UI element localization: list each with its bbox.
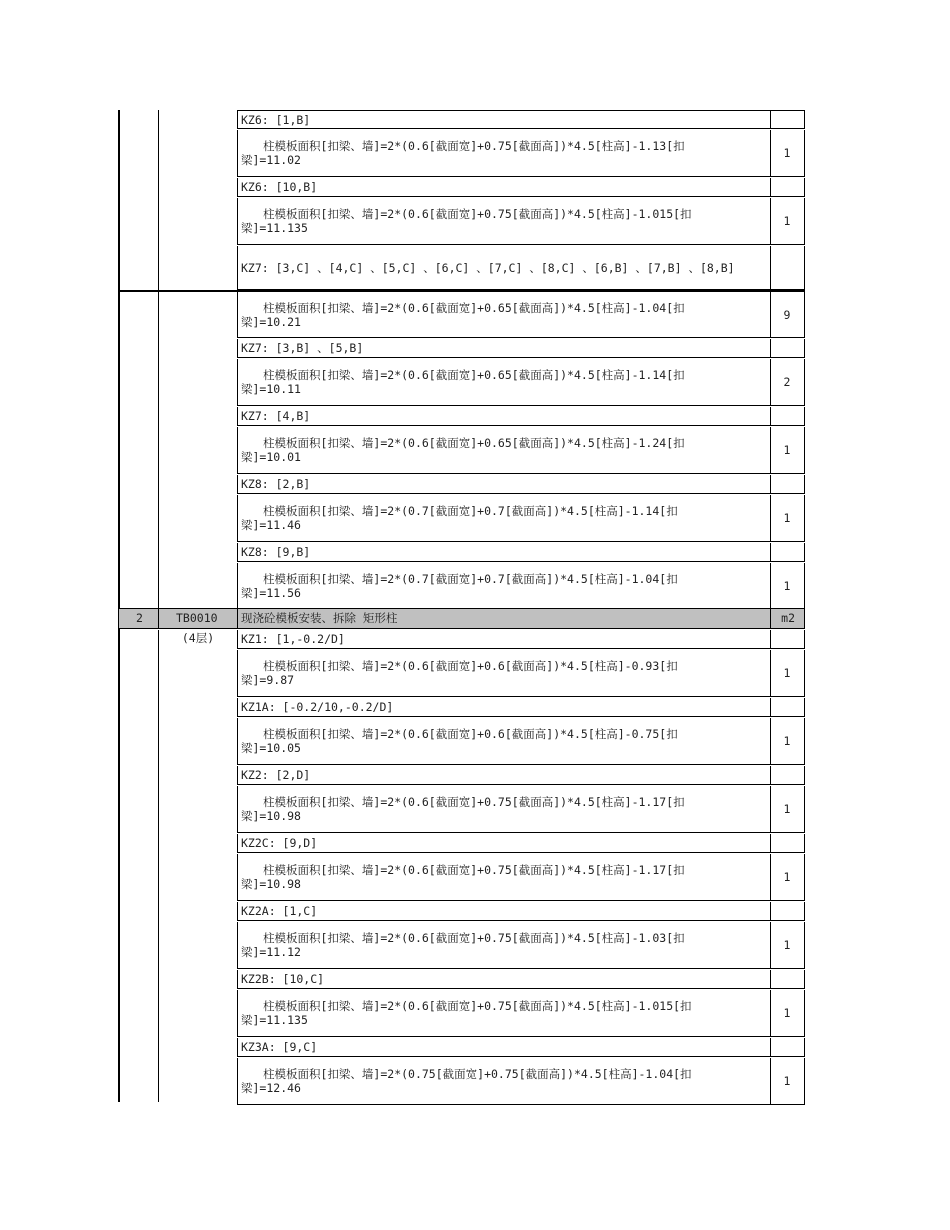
quantity-cell	[770, 630, 804, 648]
header-divider-line	[237, 608, 238, 629]
calculation-row	[237, 650, 805, 697]
formula-text	[238, 718, 771, 764]
location-text: KZ7: [4,B]	[238, 407, 771, 425]
formula-result: 梁]=11.135	[241, 221, 308, 235]
quantity-cell: 1	[783, 578, 791, 593]
formula-text	[238, 292, 771, 337]
location-row	[237, 902, 805, 921]
quantity-cell: 1	[783, 443, 791, 457]
calculation-row	[237, 854, 805, 901]
formula-result: 梁]=10.01	[241, 450, 301, 464]
formula-line: 柱模板面积[扣梁、墙]=2*(0.7[截面宽]+0.7[截面高])*4.5[柱高]-1.14[扣	[263, 504, 678, 518]
quantity-cell	[770, 834, 804, 852]
calculation-row	[237, 563, 805, 609]
location-row	[237, 834, 805, 853]
quantity-cell: 1	[783, 802, 791, 816]
formula-line: 柱模板面积[扣梁、墙]=2*(0.6[截面宽]+0.65[截面高])*4.5[柱高]-1.14[扣	[263, 368, 685, 382]
formula-result: 梁]=10.98	[241, 877, 301, 891]
formula-line: 柱模板面积[扣梁、墙]=2*(0.6[截面宽]+0.6[截面高])*4.5[柱高]-0.93[扣	[263, 659, 678, 673]
calculation-row	[237, 359, 805, 406]
item-name: 现浇砼模板安装、拆除 矩形柱	[241, 611, 398, 625]
quantity-cell	[770, 407, 804, 425]
location-text: KZ2A: [1,C]	[238, 902, 771, 920]
quantity-cell: 1	[783, 734, 791, 748]
calculation-row	[237, 990, 805, 1037]
location-text: KZ6: [1,B]	[238, 111, 771, 128]
location-row	[237, 339, 805, 358]
quantity-cell	[770, 766, 804, 784]
quantity-cell: 2	[783, 375, 791, 389]
quantity-cell: 1	[783, 214, 791, 228]
formula-result: 梁]=10.98	[241, 809, 301, 823]
location-text: KZ1: [1,-0.2/D]	[238, 630, 771, 648]
quantity-cell	[770, 111, 804, 128]
formula-result: 梁]=11.135	[241, 1013, 308, 1027]
formula-line: 柱模板面积[扣梁、墙]=2*(0.6[截面宽]+0.6[截面高])*4.5[柱高]-0.75[扣	[263, 727, 678, 741]
location-row	[237, 1038, 805, 1057]
location-row	[237, 475, 805, 494]
formula-line: 柱模板面积[扣梁、墙]=2*(0.75[截面宽]+0.75[截面高])*4.5[柱高]-1.04[扣	[263, 1067, 692, 1081]
formula-line: 柱模板面积[扣梁、墙]=2*(0.6[截面宽]+0.75[截面高])*4.5[柱高]-1.015[扣	[263, 207, 692, 221]
formula-text	[238, 495, 771, 541]
column-divider-line	[158, 292, 159, 608]
location-row	[237, 543, 805, 562]
location-row	[237, 246, 805, 290]
location-text: KZ3A: [9,C]	[238, 1038, 771, 1056]
formula-line: 柱模板面积[扣梁、墙]=2*(0.6[截面宽]+0.75[截面高])*4.5[柱高]-1.03[扣	[263, 931, 685, 945]
location-text: KZ8: [2,B]	[238, 475, 771, 493]
item-number: 2	[136, 611, 143, 625]
formula-line: 柱模板面积[扣梁、墙]=2*(0.6[截面宽]+0.75[截面高])*4.5[柱高]-1.17[扣	[263, 795, 685, 809]
formula-result: 梁]=11.02	[241, 153, 301, 167]
location-row	[237, 698, 805, 717]
quantity-cell	[770, 475, 804, 493]
header-divider-line	[770, 608, 771, 629]
location-row	[237, 110, 805, 129]
quantity-cell	[770, 902, 804, 920]
formula-result: 梁]=10.21	[241, 314, 301, 329]
item-code: TB0010	[176, 611, 218, 625]
quantity-cell	[770, 1038, 804, 1056]
location-row	[237, 630, 805, 649]
quantity-cell: 1	[783, 511, 791, 525]
calculation-row	[237, 495, 805, 542]
formula-line: 柱模板面积[扣梁、墙]=2*(0.6[截面宽]+0.65[截面高])*4.5[柱高]-1.04[扣	[263, 300, 685, 315]
quantity-cell: 9	[783, 307, 791, 322]
location-row	[237, 766, 805, 785]
column-divider-line	[158, 630, 159, 1102]
location-text: KZ2: [2,D]	[238, 766, 771, 784]
calculation-row	[237, 292, 805, 338]
formula-text	[238, 650, 771, 696]
location-text: KZ7: [3,C] 、[4,C] 、[5,C] 、[6,C] 、[7,C] 、[8,C] 、[6,B] 、[7,B] 、[8,B]	[238, 246, 771, 289]
header-divider-line	[158, 608, 159, 629]
quantity-cell: 1	[783, 938, 791, 952]
location-text: KZ2B: [10,C]	[238, 970, 771, 988]
location-text: KZ8: [9,B]	[238, 543, 771, 561]
quantity-cell	[770, 246, 804, 289]
formula-result: 梁]=10.11	[241, 382, 301, 396]
quantity-cell	[770, 543, 804, 561]
quantity-cell	[770, 178, 804, 196]
formula-result: 梁]=11.12	[241, 945, 301, 959]
location-row	[237, 407, 805, 426]
column-divider-line	[158, 110, 159, 290]
formula-line: 柱模板面积[扣梁、墙]=2*(0.6[截面宽]+0.75[截面高])*4.5[柱高]-1.13[扣	[263, 139, 685, 153]
location-text: KZ6: [10,B]	[238, 178, 771, 196]
floor-label: (4层)	[181, 631, 215, 645]
calculation-row	[237, 786, 805, 833]
formula-result: 梁]=12.46	[241, 1081, 301, 1095]
location-row	[237, 970, 805, 989]
formula-line: 柱模板面积[扣梁、墙]=2*(0.6[截面宽]+0.65[截面高])*4.5[柱高]-1.24[扣	[263, 436, 685, 450]
formula-text	[238, 1058, 771, 1104]
formula-result: 梁]=9.87	[241, 673, 295, 687]
item-header-row	[118, 608, 805, 629]
calculation-row	[237, 922, 805, 969]
location-text: KZ1A: [-0.2/10,-0.2/D]	[238, 698, 771, 716]
location-row	[237, 178, 805, 197]
location-text: KZ2C: [9,D]	[238, 834, 771, 852]
formula-result: 梁]=11.46	[241, 518, 301, 532]
formula-text	[238, 359, 771, 405]
formula-result: 梁]=11.56	[241, 585, 301, 600]
location-text: KZ7: [3,B] 、[5,B]	[238, 339, 771, 357]
formula-line: 柱模板面积[扣梁、墙]=2*(0.6[截面宽]+0.75[截面高])*4.5[柱高]-1.015[扣	[263, 999, 692, 1013]
quantity-cell: 1	[783, 146, 791, 160]
calculation-row	[237, 130, 805, 177]
formula-text	[238, 786, 771, 832]
formula-text	[238, 198, 771, 244]
item-unit: m2	[781, 611, 795, 625]
calculation-row	[237, 1058, 805, 1105]
formula-text	[238, 130, 771, 176]
quantity-cell: 1	[783, 1006, 791, 1020]
left-border-line	[118, 110, 120, 1102]
formula-text	[238, 854, 771, 900]
calculation-row	[237, 718, 805, 765]
formula-text	[238, 990, 771, 1036]
calculation-row	[237, 198, 805, 245]
quantity-cell	[770, 339, 804, 357]
quantity-cell: 1	[783, 870, 791, 884]
formula-line: 柱模板面积[扣梁、墙]=2*(0.6[截面宽]+0.75[截面高])*4.5[柱高]-1.17[扣	[263, 863, 685, 877]
quantity-cell	[770, 970, 804, 988]
quantity-cell: 1	[783, 1074, 791, 1088]
formula-result: 梁]=10.05	[241, 741, 301, 755]
formula-text	[238, 563, 771, 608]
calculation-row	[237, 427, 805, 474]
section-separator	[118, 290, 805, 292]
formula-text	[238, 427, 771, 473]
quantity-cell	[770, 698, 804, 716]
formula-text	[238, 922, 771, 968]
quantity-cell: 1	[783, 666, 791, 680]
formula-line: 柱模板面积[扣梁、墙]=2*(0.7[截面宽]+0.7[截面高])*4.5[柱高]-1.04[扣	[263, 571, 678, 586]
